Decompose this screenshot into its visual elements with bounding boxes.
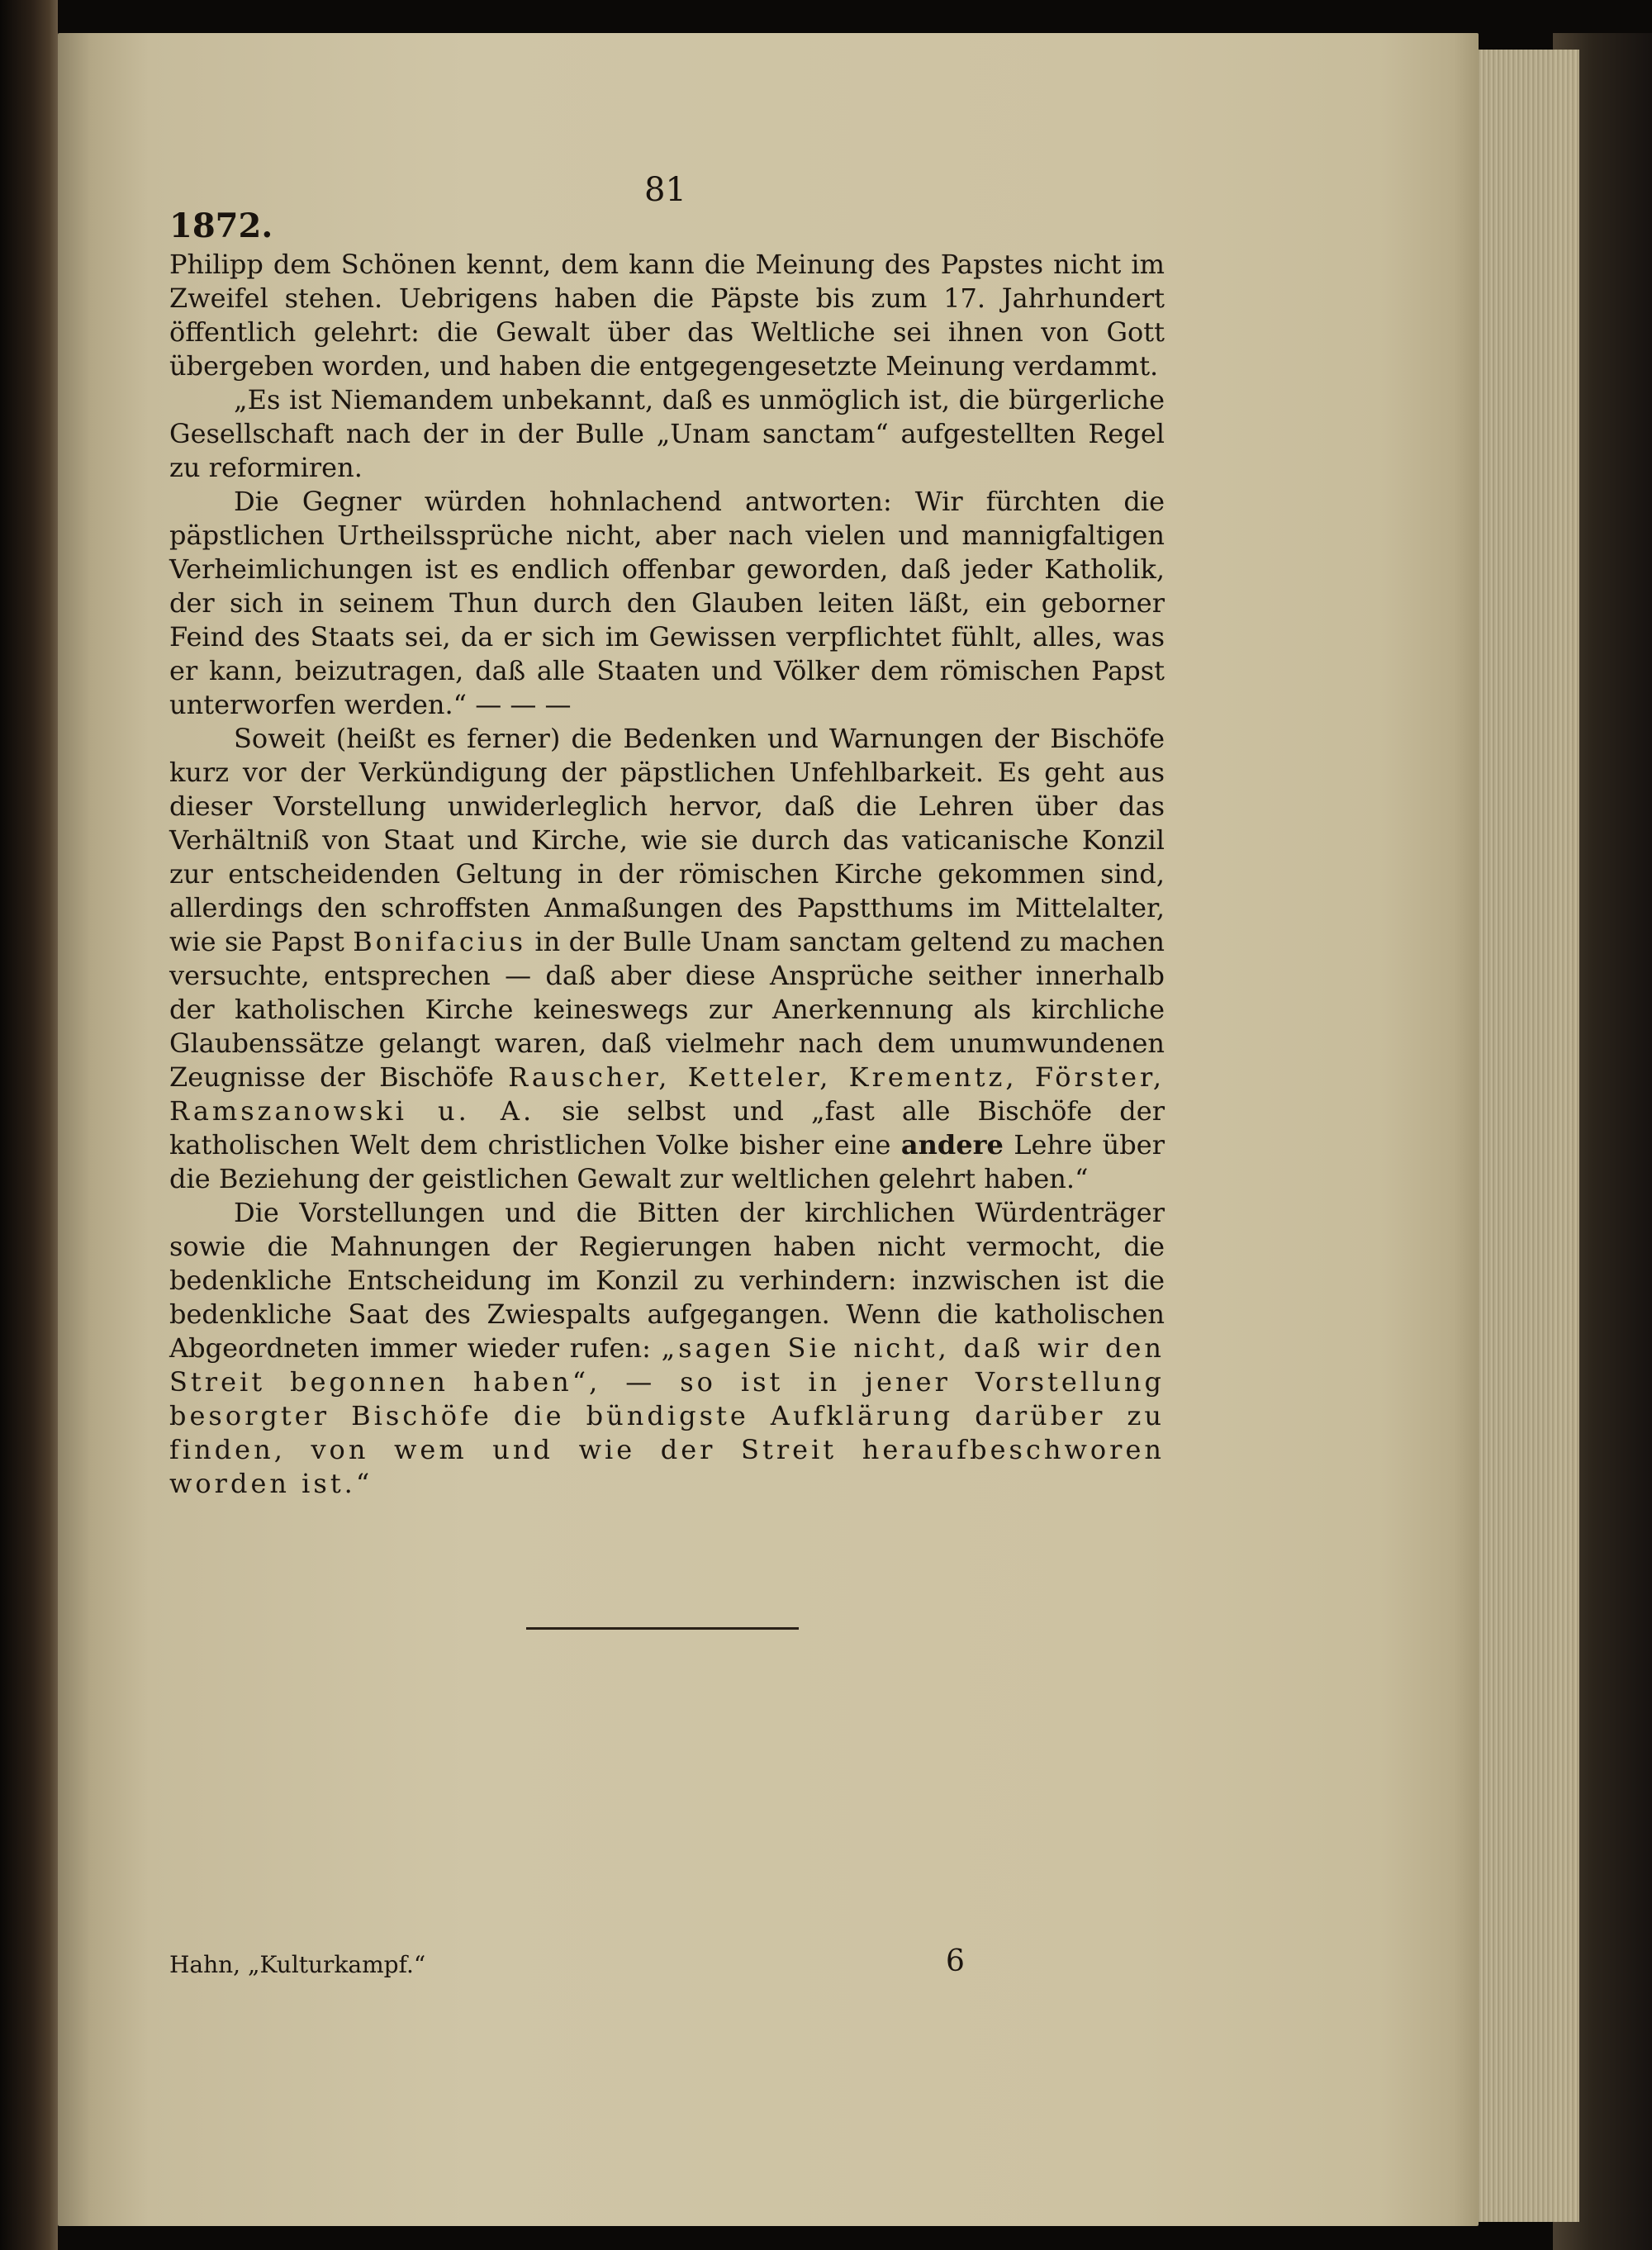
page-body — [169, 248, 1165, 1501]
paragraph-4-text-c: in der Bulle Unam sanctam geltend zu machen versuchte, entsprechen — daß aber diese Ansprüche seither innerhalb der katholischen Kirche keineswegs zur Anerkennung als kirchliche Glaubenssätze gelangt waren, daß vielmehr nach dem unumwundenen Zeugnisse der Bischöfe — [169, 926, 1165, 1093]
emphasis-andere: andere — [900, 1129, 1004, 1161]
bishops-names: Rauscher, Ketteler, Krementz, Förster, Ramszanowski u. A. — [169, 1061, 1165, 1127]
paragraph-4-text-g: Lehre über die Beziehung der geistlichen Gewalt zur weltlichen gelehrt haben.“ — [169, 1129, 1165, 1194]
paragraph-4-text-a: Soweit (heißt es ferner) die Bedenken und Warnungen der Bischöfe kurz vor der Verkündigung der päpstlichen Unfehlbarkeit. Es geht aus dieser Vorstellung unwiderleglich hervor, daß die Lehren über das Verhältniß von Staat und Kirche, wie sie durch das vaticanische Konzil zur entscheidenden Geltung in der römischen Kirche gekommen sind, allerdings den schroffsten Anmaßungen des Papstthums im Mittelalter, wie sie Papst — [169, 723, 1165, 957]
page-footer — [169, 1944, 995, 1992]
running-head-year: 1872. — [169, 206, 273, 245]
paragraph-5 — [169, 1196, 1165, 1501]
paragraph-2: „Es ist Niemandem unbekannt, daß es unmöglich ist, die bürgerliche Gesellschaft nach der in der Bulle „Unam sanctam“ aufgestellten Regel zu reformiren. — [169, 384, 1165, 483]
paragraph-4 — [169, 722, 1165, 1196]
page-number: 81 — [644, 171, 686, 209]
paragraph-5-spaced-quote: „sagen Sie nicht, daß wir den Streit begonnen haben“, — so ist in jener Vorstellung besorgter Bischöfe die bündigste Aufklärung darüber zu finden, von wem und wie der Streit heraufbeschworen worden ist.“ — [169, 1332, 1165, 1499]
paragraph-4-text-e: sie selbst und „fast alle Bischöfe der katholischen Welt dem christlichen Volke bisher eine — [169, 1095, 1165, 1161]
name-bonifacius: Bonifacius — [353, 926, 526, 957]
printer-signature: 6 — [946, 1944, 965, 1978]
book-spine-shadow — [0, 0, 58, 2250]
paragraph-5-text-a: Die Vorstellungen und die Bitten der kirchlichen Würdenträger sowie die Mahnungen der Regierungen haben nicht vermocht, die bedenkliche Entscheidung im Konzil zu verhindern: inzwischen ist die bedenkliche Saat des Zwiespalts aufgegangen. Wenn die katholischen Abgeordneten immer wieder rufen: — [169, 1197, 1165, 1364]
paragraph-3: Die Gegner würden hohnlachend antworten: Wir fürchten die päpstlichen Urtheilssprüche nicht, aber nach vielen und mannigfaltigen Verheimlichungen ist es endlich offenbar geworden, daß jeder Katholik, der sich in seinem Thun durch den Glauben leiten läßt, ein geborner Feind des Staats sei, da er sich im Gewissen verpflichtet fühlt, alles, was er kann, beizutragen, daß alle Staaten und Völker dem römischen Papst unterworfen werden.“ — — — — [169, 486, 1165, 720]
section-divider — [526, 1627, 799, 1630]
paragraph-1: Philipp dem Schönen kennt, dem kann die Meinung des Papstes nicht im Zweifel stehen. Uebrigens haben die Päpste bis zum 17. Jahrhundert öffentlich gelehrt: die Gewalt über das Weltliche sei ihnen von Gott übergeben worden, und haben die entgegengesetzte Meinung verdammt. — [169, 249, 1165, 382]
footer-author: Hahn, „Kulturkampf.“ — [169, 1951, 426, 1978]
page-header — [169, 161, 1161, 252]
